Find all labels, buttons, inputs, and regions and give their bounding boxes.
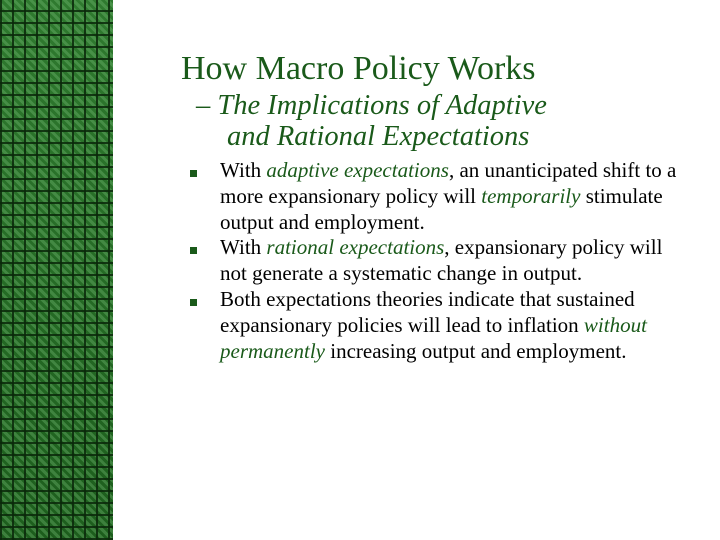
subtitle-line-2: and Rational Expectations: [227, 121, 530, 152]
bullet-emphasis: rational expectations: [266, 235, 445, 260]
slide-title: How Macro Policy Works: [181, 50, 536, 87]
square-bullet-icon: [190, 299, 197, 306]
square-bullet-icon: [190, 170, 197, 177]
bullet-item-adaptive: [190, 158, 690, 235]
bullet-text-segment: Both expectations theories indicate that sustained expansionary policies will lead to inflation: [220, 286, 635, 337]
bullet-emphasis: adaptive expectations: [266, 158, 449, 182]
bullet-item-both-theories: [190, 287, 690, 364]
slide-subtitle: [196, 90, 547, 152]
bullet-text: [220, 235, 690, 287]
bullet-list: [190, 158, 690, 364]
bullet-text-segment: With: [220, 235, 267, 260]
bullet-text-segment: increasing output and employment.: [324, 338, 627, 363]
bullet-text-segment: With: [220, 158, 267, 182]
bullet-item-rational: [190, 235, 690, 287]
decorative-sidebar: [0, 0, 113, 540]
bullet-emphasis: temporarily: [481, 183, 581, 208]
subtitle-line-1: – The Implications of Adaptive: [196, 90, 547, 121]
bullet-text-segment: , expansionary policy will not generate a systematic change in output.: [220, 235, 663, 286]
bullet-emphasis: without permanently: [220, 312, 647, 363]
bullet-text: [220, 158, 690, 235]
square-bullet-icon: [190, 247, 197, 254]
bullet-text-segment: stimulate output and employment.: [220, 183, 663, 234]
bullet-text: [220, 287, 690, 364]
bullet-text-segment: , an unanticipated shift to a more expansionary policy will: [220, 158, 677, 208]
